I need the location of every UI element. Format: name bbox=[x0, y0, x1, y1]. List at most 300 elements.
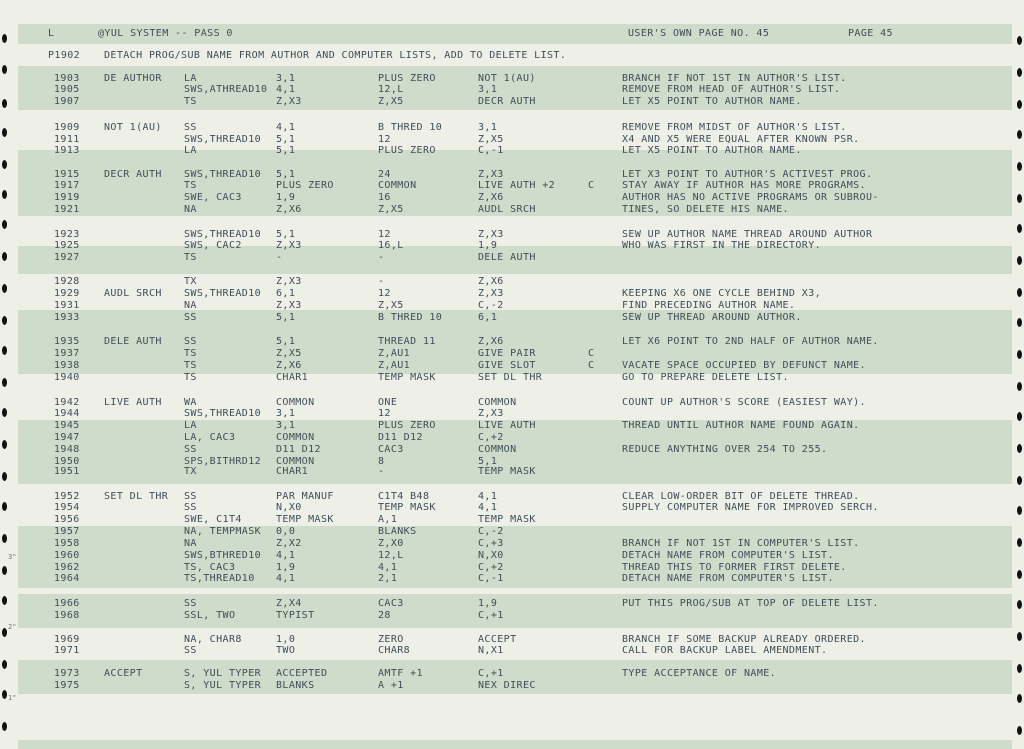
green-band bbox=[18, 740, 1012, 749]
field-a2: BLANKS bbox=[378, 526, 417, 537]
field-a2: PLUS ZERO bbox=[378, 420, 436, 431]
field-num: 1956 bbox=[54, 514, 80, 525]
field-a2: CAC3 bbox=[378, 598, 404, 609]
field-a2: CHAR8 bbox=[378, 645, 411, 656]
field-a3: Z,X5 bbox=[478, 134, 504, 145]
header-line bbox=[0, 28, 893, 39]
field-a3: C,+1 bbox=[478, 668, 504, 679]
field-flag: C bbox=[588, 180, 595, 191]
field-comment: TINES, SO DELETE HIS NAME. bbox=[622, 204, 789, 215]
field-num: 1937 bbox=[54, 348, 80, 359]
field-a3: C,+3 bbox=[478, 538, 504, 549]
field-a1: TWO bbox=[276, 645, 296, 656]
field-a2: Z,X5 bbox=[378, 300, 404, 311]
field-a1: 1,9 bbox=[276, 192, 296, 203]
field-comment: GO TO PREPARE DELETE LIST. bbox=[622, 372, 789, 383]
field-num: 1913 bbox=[54, 145, 80, 156]
field-a1: Z,X5 bbox=[276, 348, 302, 359]
field-a2: - bbox=[378, 466, 385, 477]
feed-hole bbox=[2, 534, 7, 543]
field-a2: Z,X5 bbox=[378, 96, 404, 107]
field-op: WA bbox=[184, 397, 197, 408]
feed-hole bbox=[1017, 100, 1022, 109]
field-label: NOT 1(AU) bbox=[104, 122, 162, 133]
field-a2: ONE bbox=[378, 397, 398, 408]
field-op: LA bbox=[184, 145, 197, 156]
field-num: 1907 bbox=[54, 96, 80, 107]
field-a2: B THRED 10 bbox=[378, 312, 443, 323]
field-op: LA bbox=[184, 420, 197, 431]
feed-hole bbox=[2, 160, 7, 169]
feed-hole bbox=[2, 316, 7, 325]
field-comment: LET X6 POINT TO 2ND HALF OF AUTHOR NAME. bbox=[622, 336, 879, 347]
field-op: TS bbox=[184, 360, 197, 371]
field-comment: SUPPLY COMPUTER NAME FOR IMPROVED SERCH. bbox=[622, 502, 879, 513]
field-a1: Z,X6 bbox=[276, 204, 302, 215]
field-num: 1948 bbox=[54, 444, 80, 455]
feed-hole bbox=[1017, 600, 1022, 609]
feed-hole bbox=[1017, 664, 1022, 673]
field-label: DECR AUTH bbox=[104, 169, 162, 180]
feed-hole bbox=[2, 472, 7, 481]
field-a2: 12 bbox=[378, 229, 391, 240]
field-a2: 12 bbox=[378, 288, 391, 299]
field-a2: 8 bbox=[378, 456, 385, 467]
field-a1: PLUS ZERO bbox=[276, 180, 334, 191]
field-num: 1942 bbox=[54, 397, 80, 408]
field-a3: DELE AUTH bbox=[478, 252, 536, 263]
field-op: SWS,THREAD10 bbox=[184, 229, 262, 240]
field-a2: 12,L bbox=[378, 550, 404, 561]
field-num: 1940 bbox=[54, 372, 80, 383]
feed-hole bbox=[2, 502, 7, 511]
field-comment: COUNT UP AUTHOR'S SCORE (EASIEST WAY). bbox=[622, 397, 866, 408]
field-label: LIVE AUTH bbox=[104, 397, 162, 408]
field-a3: 4,1 bbox=[478, 491, 498, 502]
field-a2: Z,AU1 bbox=[378, 348, 411, 359]
field-a2: 28 bbox=[378, 610, 391, 621]
field-a2: Z,X5 bbox=[378, 204, 404, 215]
field-a2: 2,1 bbox=[378, 573, 398, 584]
feed-hole bbox=[1017, 444, 1022, 453]
field-comment: SEW UP AUTHOR NAME THREAD AROUND AUTHOR bbox=[622, 229, 873, 240]
feed-hole bbox=[1017, 224, 1022, 233]
field-a3: SET DL THR bbox=[478, 372, 543, 383]
feed-hole bbox=[2, 660, 7, 669]
field-a3: 4,1 bbox=[478, 502, 498, 513]
field-a1: 4,1 bbox=[276, 550, 296, 561]
feed-hole bbox=[1017, 194, 1022, 203]
field-a1: TEMP MASK bbox=[276, 514, 334, 525]
field-label: DELE AUTH bbox=[104, 336, 162, 347]
field-a1: Z,X4 bbox=[276, 598, 302, 609]
field-a3: C,-1 bbox=[478, 573, 504, 584]
field-op: TS bbox=[184, 96, 197, 107]
field-op: NA bbox=[184, 538, 197, 549]
field-a2: THREAD 11 bbox=[378, 336, 436, 347]
field-a3: COMMON bbox=[478, 444, 517, 455]
feed-hole bbox=[1017, 632, 1022, 641]
field-a2: C1T4 B48 bbox=[378, 491, 430, 502]
field-num: 1958 bbox=[54, 538, 80, 549]
field-op: SS bbox=[184, 645, 197, 656]
field-op: SS bbox=[184, 502, 197, 513]
feed-hole bbox=[1017, 412, 1022, 421]
field-a3: 1,9 bbox=[478, 598, 498, 609]
field-num: 1938 bbox=[54, 360, 80, 371]
field-a2: PLUS ZERO bbox=[378, 73, 436, 84]
field-a1: 0,0 bbox=[276, 526, 296, 537]
field-a3: ACCEPT bbox=[478, 634, 517, 645]
field-op: SSL, TWO bbox=[184, 610, 236, 621]
field-a2: TEMP MASK bbox=[378, 372, 436, 383]
field-a1: 3,1 bbox=[276, 73, 296, 84]
field-num: 1975 bbox=[54, 680, 80, 691]
field-num: 1960 bbox=[54, 550, 80, 561]
field-comment: DETACH NAME FROM COMPUTER'S LIST. bbox=[622, 573, 834, 584]
field-comment: REMOVE FROM MIDST OF AUTHOR'S LIST. bbox=[622, 122, 847, 133]
field-num: 1968 bbox=[54, 610, 80, 621]
field-op: TS, CAC3 bbox=[184, 562, 236, 573]
field-flag: C bbox=[588, 348, 595, 359]
field-num: 1964 bbox=[54, 573, 80, 584]
feed-hole bbox=[2, 690, 7, 699]
feed-hole bbox=[2, 284, 7, 293]
field-a1: PAR MANUF bbox=[276, 491, 334, 502]
field-a3: N,X1 bbox=[478, 645, 504, 656]
field-a1: COMMON bbox=[276, 456, 315, 467]
field-comment: STAY AWAY IF AUTHOR HAS MORE PROGRAMS. bbox=[622, 180, 866, 191]
feed-hole bbox=[2, 190, 7, 199]
field-op: SS bbox=[184, 312, 197, 323]
field-num: 1969 bbox=[54, 634, 80, 645]
field-a3: LIVE AUTH +2 bbox=[478, 180, 556, 191]
header-corner: L bbox=[48, 28, 55, 39]
field-a2: 12,L bbox=[378, 84, 404, 95]
field-a1: CHAR1 bbox=[276, 466, 309, 477]
field-op: SWS,BTHRED10 bbox=[184, 550, 262, 561]
field-num: 1927 bbox=[54, 252, 80, 263]
field-a3: Z,X6 bbox=[478, 336, 504, 347]
field-a1: 1,9 bbox=[276, 562, 296, 573]
field-a2: A,1 bbox=[378, 514, 398, 525]
field-num: 1931 bbox=[54, 300, 80, 311]
field-comment: CALL FOR BACKUP LABEL AMENDMENT. bbox=[622, 645, 828, 656]
field-a2: Z,X0 bbox=[378, 538, 404, 549]
field-num: 1921 bbox=[54, 204, 80, 215]
field-a1: 3,1 bbox=[276, 420, 296, 431]
field-a3: 1,9 bbox=[478, 240, 498, 251]
field-comment: FIND PRECEDING AUTHOR NAME. bbox=[622, 300, 796, 311]
field-op: SWS,ATHREAD10 bbox=[184, 84, 268, 95]
field-num: 1966 bbox=[54, 598, 80, 609]
field-num: 1947 bbox=[54, 432, 80, 443]
field-num: 1944 bbox=[54, 408, 80, 419]
field-a1: Z,X3 bbox=[276, 276, 302, 287]
field-num: 1971 bbox=[54, 645, 80, 656]
field-num: 1909 bbox=[54, 122, 80, 133]
field-num: 1919 bbox=[54, 192, 80, 203]
field-a2: - bbox=[378, 252, 385, 263]
field-op: SS bbox=[184, 491, 197, 502]
field-num: 1951 bbox=[54, 466, 80, 477]
field-num: 1933 bbox=[54, 312, 80, 323]
field-op: S, YUL TYPER bbox=[184, 668, 262, 679]
margin-note: 1" bbox=[8, 694, 17, 702]
field-a3: 6,1 bbox=[478, 312, 498, 323]
field-a3: TEMP MASK bbox=[478, 514, 536, 525]
feed-hole bbox=[2, 220, 7, 229]
field-op: SWE, CAC3 bbox=[184, 192, 242, 203]
field-a3: C,-2 bbox=[478, 300, 504, 311]
field-op: NA, CHAR8 bbox=[184, 634, 242, 645]
field-a3: 3,1 bbox=[478, 122, 498, 133]
feed-hole bbox=[1017, 726, 1022, 735]
field-a3: AUDL SRCH bbox=[478, 204, 536, 215]
field-a3: Z,X6 bbox=[478, 192, 504, 203]
field-comment: AUTHOR HAS NO ACTIVE PROGRAMS OR SUBROU- bbox=[622, 192, 879, 203]
field-a2: B THRED 10 bbox=[378, 122, 443, 133]
field-comment: DETACH NAME FROM COMPUTER'S LIST. bbox=[622, 550, 834, 561]
feed-hole bbox=[2, 252, 7, 261]
user-page-label: USER'S OWN PAGE NO. 45 bbox=[628, 28, 770, 39]
field-a1: 5,1 bbox=[276, 336, 296, 347]
margin-note: 2" bbox=[8, 623, 17, 631]
field-a2: COMMON bbox=[378, 180, 417, 191]
field-a1: - bbox=[276, 252, 283, 263]
field-a3: Z,X3 bbox=[478, 169, 504, 180]
feed-hole bbox=[1017, 350, 1022, 359]
field-a1: 6,1 bbox=[276, 288, 296, 299]
field-a1: TYPIST bbox=[276, 610, 315, 621]
field-num: 1950 bbox=[54, 456, 80, 467]
green-band bbox=[18, 526, 1012, 588]
margin-note: 3" bbox=[8, 553, 17, 561]
field-num: 1925 bbox=[54, 240, 80, 251]
field-a1: CHAR1 bbox=[276, 372, 309, 383]
feed-hole bbox=[2, 440, 7, 449]
field-comment: TYPE ACCEPTANCE OF NAME. bbox=[622, 668, 777, 679]
field-a2: 12 bbox=[378, 134, 391, 145]
field-a3: C,+2 bbox=[478, 432, 504, 443]
field-a1: Z,X3 bbox=[276, 240, 302, 251]
green-band bbox=[18, 150, 1012, 170]
feed-hole bbox=[2, 566, 7, 575]
field-comment: BRANCH IF NOT 1ST IN COMPUTER'S LIST. bbox=[622, 538, 860, 549]
field-a3: COMMON bbox=[478, 397, 517, 408]
field-op: TS bbox=[184, 372, 197, 383]
field-num: 1957 bbox=[54, 526, 80, 537]
field-a1: Z,X2 bbox=[276, 538, 302, 549]
feed-hole bbox=[2, 628, 7, 637]
field-a1: 4,1 bbox=[276, 573, 296, 584]
field-a1: D11 D12 bbox=[276, 444, 321, 455]
feed-hole bbox=[1017, 256, 1022, 265]
field-comment: THREAD THIS TO FORMER FIRST DELETE. bbox=[622, 562, 847, 573]
field-comment: SEW UP THREAD AROUND AUTHOR. bbox=[622, 312, 802, 323]
field-op: SWS,THREAD10 bbox=[184, 408, 262, 419]
title-number: P1902 bbox=[48, 50, 81, 61]
field-op: LA, CAC3 bbox=[184, 432, 236, 443]
field-a1: 5,1 bbox=[276, 169, 296, 180]
field-a1: Z,X3 bbox=[276, 96, 302, 107]
field-a1: N,X0 bbox=[276, 502, 302, 513]
field-comment: LET X5 POINT TO AUTHOR NAME. bbox=[622, 145, 802, 156]
field-a3: C,-2 bbox=[478, 526, 504, 537]
field-a3: GIVE PAIR bbox=[478, 348, 536, 359]
field-a2: D11 D12 bbox=[378, 432, 423, 443]
field-a3: 5,1 bbox=[478, 456, 498, 467]
field-num: 1911 bbox=[54, 134, 80, 145]
field-num: 1954 bbox=[54, 502, 80, 513]
field-comment: THREAD UNTIL AUTHOR NAME FOUND AGAIN. bbox=[622, 420, 860, 431]
field-op: SS bbox=[184, 122, 197, 133]
field-num: 1945 bbox=[54, 420, 80, 431]
feed-hole bbox=[2, 346, 7, 355]
field-comment: BRANCH IF NOT 1ST IN AUTHOR'S LIST. bbox=[622, 73, 847, 84]
field-a2: 24 bbox=[378, 169, 391, 180]
field-a3: NEX DIREC bbox=[478, 680, 536, 691]
field-a3: 3,1 bbox=[478, 84, 498, 95]
field-a3: LIVE AUTH bbox=[478, 420, 536, 431]
field-comment: BRANCH IF SOME BACKUP ALREADY ORDERED. bbox=[622, 634, 866, 645]
field-op: SWS, CAC2 bbox=[184, 240, 242, 251]
field-num: 1917 bbox=[54, 180, 80, 191]
field-comment: WHO WAS FIRST IN THE DIRECTORY. bbox=[622, 240, 822, 251]
page-number: PAGE 45 bbox=[848, 28, 893, 39]
field-comment: KEEPING X6 ONE CYCLE BEHIND X3, bbox=[622, 288, 822, 299]
field-a1: COMMON bbox=[276, 397, 315, 408]
feed-hole bbox=[2, 722, 7, 731]
field-a1: 5,1 bbox=[276, 145, 296, 156]
field-label: SET DL THR bbox=[104, 491, 169, 502]
field-a3: GIVE SLOT bbox=[478, 360, 536, 371]
field-a2: ZERO bbox=[378, 634, 404, 645]
field-a2: TEMP MASK bbox=[378, 502, 436, 513]
field-a1: ACCEPTED bbox=[276, 668, 328, 679]
field-a1: 4,1 bbox=[276, 122, 296, 133]
field-label: ACCEPT bbox=[104, 668, 143, 679]
field-num: 1903 bbox=[54, 73, 80, 84]
title-line bbox=[0, 50, 567, 61]
feed-hole bbox=[1017, 382, 1022, 391]
field-a3: C,+1 bbox=[478, 610, 504, 621]
field-num: 1952 bbox=[54, 491, 80, 502]
field-comment: LET X3 POINT TO AUTHOR'S ACTIVEST PROG. bbox=[622, 169, 873, 180]
feed-hole bbox=[1017, 570, 1022, 579]
feed-hole bbox=[1017, 506, 1022, 515]
field-a2: - bbox=[378, 276, 385, 287]
feed-hole bbox=[2, 408, 7, 417]
field-a1: 5,1 bbox=[276, 312, 296, 323]
field-op: LA bbox=[184, 73, 197, 84]
field-a3: DECR AUTH bbox=[478, 96, 536, 107]
field-op: SWE, C1T4 bbox=[184, 514, 242, 525]
feed-hole bbox=[1017, 694, 1022, 703]
field-comment: LET X5 POINT TO AUTHOR NAME. bbox=[622, 96, 802, 107]
feed-hole bbox=[1017, 476, 1022, 485]
field-num: 1928 bbox=[54, 276, 80, 287]
feed-hole bbox=[2, 99, 7, 108]
field-flag: C bbox=[588, 360, 595, 371]
field-a2: PLUS ZERO bbox=[378, 145, 436, 156]
field-a2: Z,AU1 bbox=[378, 360, 411, 371]
field-num: 1905 bbox=[54, 84, 80, 95]
feed-hole bbox=[2, 128, 7, 137]
feed-hole bbox=[1017, 538, 1022, 547]
field-label: DE AUTHOR bbox=[104, 73, 162, 84]
field-comment: CLEAR LOW-ORDER BIT OF DELETE THREAD. bbox=[622, 491, 860, 502]
feed-hole bbox=[2, 378, 7, 387]
field-op: SWS,THREAD10 bbox=[184, 288, 262, 299]
field-op: TS bbox=[184, 348, 197, 359]
field-label: AUDL SRCH bbox=[104, 288, 162, 299]
field-op: NA, TEMPMASK bbox=[184, 526, 262, 537]
field-op: SWS,THREAD10 bbox=[184, 134, 262, 145]
field-num: 1929 bbox=[54, 288, 80, 299]
field-op: NA bbox=[184, 300, 197, 311]
field-a2: CAC3 bbox=[378, 444, 404, 455]
field-op: SPS,BITHRD12 bbox=[184, 456, 262, 467]
field-a1: Z,X6 bbox=[276, 360, 302, 371]
field-comment: X4 AND X5 WERE EQUAL AFTER KNOWN PSR. bbox=[622, 134, 860, 145]
field-a3: Z,X3 bbox=[478, 229, 504, 240]
field-a2: 12 bbox=[378, 408, 391, 419]
field-a3: NOT 1(AU) bbox=[478, 73, 536, 84]
field-a3: C,+2 bbox=[478, 562, 504, 573]
field-a1: 4,1 bbox=[276, 84, 296, 95]
field-op: TS bbox=[184, 252, 197, 263]
field-comment: VACATE SPACE OCCUPIED BY DEFUNCT NAME. bbox=[622, 360, 866, 371]
field-comment: REMOVE FROM HEAD OF AUTHOR'S LIST. bbox=[622, 84, 841, 95]
field-a1: Z,X3 bbox=[276, 300, 302, 311]
field-op: TS bbox=[184, 180, 197, 191]
field-a3: N,X0 bbox=[478, 550, 504, 561]
field-a2: A +1 bbox=[378, 680, 404, 691]
field-a1: 1,0 bbox=[276, 634, 296, 645]
field-op: TS,THREAD10 bbox=[184, 573, 255, 584]
field-op: SS bbox=[184, 598, 197, 609]
field-op: NA bbox=[184, 204, 197, 215]
field-a1: 5,1 bbox=[276, 229, 296, 240]
field-a2: 16 bbox=[378, 192, 391, 203]
field-num: 1923 bbox=[54, 229, 80, 240]
system-title: @YUL SYSTEM -- PASS 0 bbox=[98, 28, 233, 39]
field-a1: 5,1 bbox=[276, 134, 296, 145]
feed-hole bbox=[2, 596, 7, 605]
field-a2: 16,L bbox=[378, 240, 404, 251]
field-a3: Z,X3 bbox=[478, 408, 504, 419]
field-comment: PUT THIS PROG/SUB AT TOP OF DELETE LIST. bbox=[622, 598, 879, 609]
field-num: 1973 bbox=[54, 668, 80, 679]
field-a1: COMMON bbox=[276, 432, 315, 443]
feed-hole bbox=[1017, 288, 1022, 297]
feed-hole bbox=[1017, 68, 1022, 77]
field-a2: 4,1 bbox=[378, 562, 398, 573]
field-num: 1962 bbox=[54, 562, 80, 573]
field-op: TX bbox=[184, 466, 197, 477]
feed-hole bbox=[1017, 318, 1022, 327]
field-op: TX bbox=[184, 276, 197, 287]
field-op: S, YUL TYPER bbox=[184, 680, 262, 691]
field-a3: Z,X3 bbox=[478, 288, 504, 299]
field-a1: BLANKS bbox=[276, 680, 315, 691]
field-a1: 3,1 bbox=[276, 408, 296, 419]
field-a3: TEMP MASK bbox=[478, 466, 536, 477]
field-num: 1915 bbox=[54, 169, 80, 180]
field-a2: AMTF +1 bbox=[378, 668, 423, 679]
field-op: SS bbox=[184, 444, 197, 455]
